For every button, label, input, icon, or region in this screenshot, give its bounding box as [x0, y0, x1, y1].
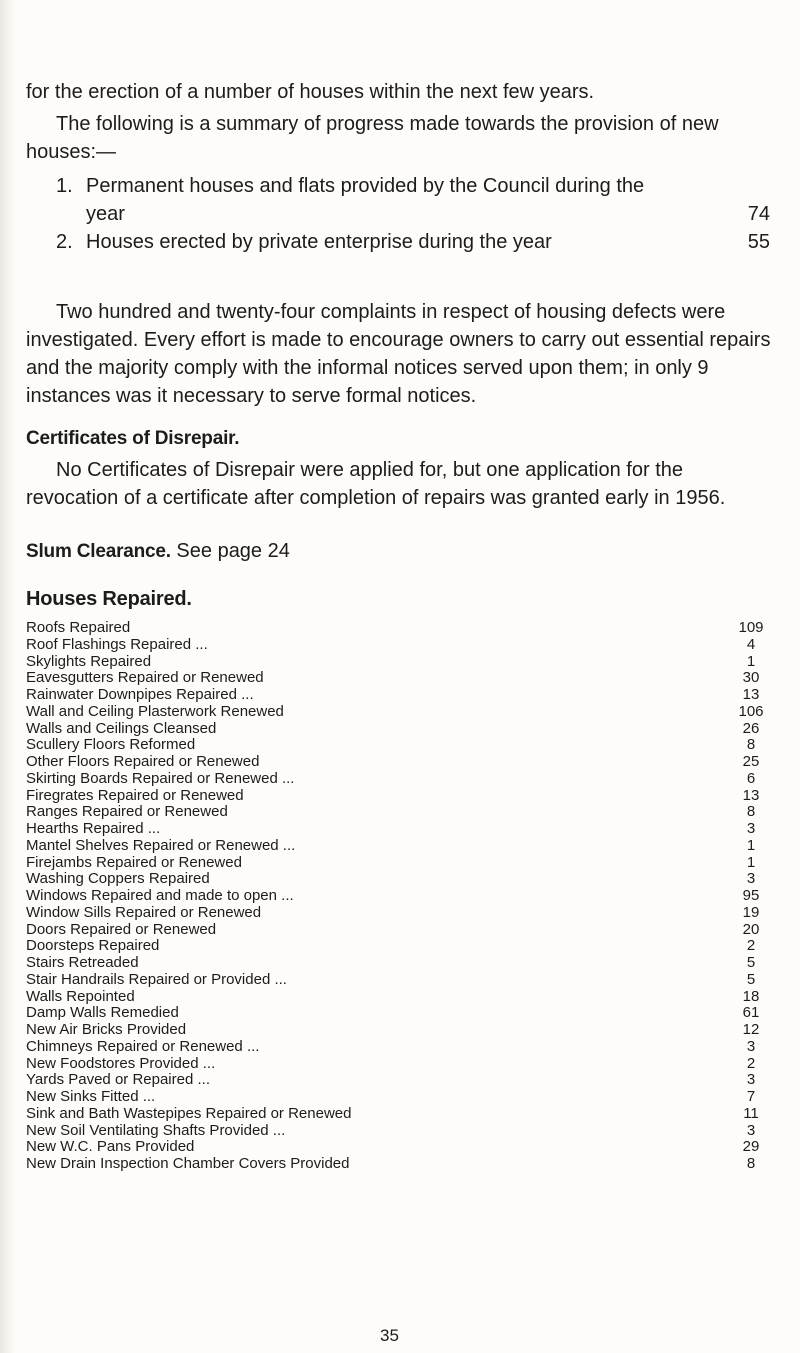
- repair-count: 11: [743, 1104, 759, 1122]
- repair-label: New Foodstores Provided ...: [26, 1054, 216, 1072]
- repair-count: 8: [746, 803, 756, 821]
- slum-clearance-reference: See page 24: [176, 540, 290, 562]
- table-row: [26, 888, 781, 905]
- repair-label: Scullery Floors Reformed: [26, 736, 196, 754]
- repair-label: Doorsteps Repaired: [26, 937, 160, 955]
- slum-clearance-line: [26, 540, 290, 563]
- repair-label: Yards Paved or Repaired ...: [26, 1071, 210, 1089]
- repair-label: Doors Repaired or Renewed: [26, 920, 217, 938]
- table-row: [26, 1106, 781, 1123]
- certificates-body: No Certificates of Disrepair were applied for, but one application for the revocation of a certificate after completion of repairs was granted early in 1956.: [26, 459, 726, 509]
- table-row: [26, 1072, 781, 1089]
- repair-label: Stairs Retreaded: [26, 954, 139, 971]
- table-row: [26, 737, 781, 754]
- repair-count: 1: [746, 836, 756, 854]
- repair-count: 6: [746, 769, 756, 787]
- page-edge-shadow: [0, 0, 14, 1353]
- repair-count: 61: [742, 1004, 760, 1022]
- table-row: [26, 1005, 781, 1022]
- repair-count: 25: [742, 753, 760, 770]
- table-row: [26, 771, 781, 788]
- summary-item: [26, 172, 774, 228]
- houses-repaired-table: [26, 620, 781, 1173]
- repair-label: Walls and Ceilings Cleansed: [26, 719, 217, 737]
- repair-label: Hearths Repaired ...: [26, 820, 161, 837]
- repair-label: Damp Walls Remedied: [26, 1004, 179, 1022]
- table-row: [26, 1123, 781, 1140]
- table-row: [26, 788, 781, 805]
- table-row: [26, 905, 781, 922]
- repair-label: Rainwater Downpipes Repaired ...: [26, 686, 254, 703]
- table-row: [26, 721, 781, 738]
- repair-count: 5: [746, 954, 756, 971]
- table-row: [26, 670, 781, 687]
- summary-item-text: Permanent houses and flats provided by the Council during the year: [86, 175, 645, 225]
- repair-label: Wall and Ceiling Plasterwork Renewed: [26, 702, 284, 720]
- repair-count: 3: [746, 1121, 756, 1139]
- repair-count: 3: [746, 1037, 756, 1055]
- repair-count: 20: [742, 920, 760, 938]
- table-row: [26, 1056, 781, 1073]
- table-row: [26, 938, 781, 955]
- table-row: [26, 687, 781, 704]
- table-row: [26, 1089, 781, 1106]
- repair-label: Walls Repointed: [26, 987, 135, 1005]
- repair-count: 12: [742, 1021, 760, 1038]
- repair-count: 5: [746, 970, 756, 988]
- summary-item: [26, 228, 774, 256]
- certificates-heading: Certificates of Disrepair.: [26, 428, 240, 449]
- repair-count: 8: [746, 736, 756, 754]
- repair-label: New W.C. Pans Provided: [26, 1138, 195, 1156]
- repair-count: 19: [742, 903, 760, 921]
- repair-label: Windows Repaired and made to open ...: [26, 887, 294, 904]
- repair-count: 30: [742, 669, 760, 687]
- repair-label: Sink and Bath Wastepipes Repaired or Renewed: [26, 1104, 352, 1122]
- repair-label: Skylights Repaired: [26, 652, 152, 670]
- repair-count: 13: [742, 686, 760, 703]
- table-row: [26, 838, 781, 855]
- intro-line: for the erection of a number of houses within the next few years.: [26, 81, 595, 103]
- repair-label: New Soil Ventilating Shafts Provided ...: [26, 1121, 286, 1139]
- repair-label: Mantel Shelves Repaired or Renewed ...: [26, 836, 296, 854]
- repair-label: Stair Handrails Repaired or Provided ...: [26, 970, 287, 988]
- table-row: [26, 855, 781, 872]
- repair-count: 26: [742, 719, 760, 737]
- table-row: [26, 871, 781, 888]
- table-row: [26, 620, 781, 637]
- summary-item-text: Houses erected by private enterprise during the year: [86, 231, 552, 253]
- repair-count: 106: [738, 702, 764, 720]
- repair-label: Firegrates Repaired or Renewed: [26, 786, 244, 804]
- table-row: [26, 922, 781, 939]
- complaints-paragraph: Two hundred and twenty-four complaints in respect of housing defects were investigated. Every effort is made to encourage owners to carry out essential repairs and the majority comply with the informal notices served upon them; in only 9 instances was it necessary to serve formal notices.: [26, 301, 771, 407]
- table-row: [26, 1156, 781, 1173]
- repair-label: Skirting Boards Repaired or Renewed ...: [26, 769, 295, 787]
- table-row: [26, 804, 781, 821]
- table-row: [26, 1039, 781, 1056]
- page-number: 35: [380, 1326, 399, 1345]
- slum-clearance-heading: Slum Clearance.: [26, 541, 171, 562]
- repair-label: Firejambs Repaired or Renewed: [26, 853, 242, 871]
- table-row: [26, 972, 781, 989]
- summary-intro-paragraph: The following is a summary of progress made towards the provision of new houses:—: [26, 113, 719, 163]
- summary-item-number: 1.: [56, 175, 73, 197]
- repair-count: 109: [738, 619, 764, 636]
- repair-count: 8: [746, 1155, 756, 1172]
- table-row: [26, 637, 781, 654]
- summary-item-value: 74: [747, 203, 770, 225]
- summary-item-value: 55: [747, 231, 770, 253]
- repair-count: 7: [746, 1088, 756, 1105]
- summary-item-number: 2.: [56, 231, 73, 253]
- repair-count: 2: [746, 1054, 756, 1072]
- repair-label: Window Sills Repaired or Renewed: [26, 903, 262, 921]
- repair-count: 4: [746, 635, 756, 653]
- repair-count: 3: [746, 820, 756, 837]
- repair-label: Other Floors Repaired or Renewed: [26, 753, 260, 770]
- table-row: [26, 754, 781, 771]
- table-row: [26, 704, 781, 721]
- houses-repaired-heading: Houses Repaired.: [26, 588, 192, 610]
- repair-count: 13: [742, 786, 760, 804]
- repair-label: Eavesgutters Repaired or Renewed: [26, 669, 264, 687]
- repair-label: Ranges Repaired or Renewed: [26, 803, 228, 821]
- table-row: [26, 955, 781, 972]
- repair-count: 1: [746, 853, 756, 871]
- repair-label: Washing Coppers Repaired: [26, 870, 210, 888]
- summary-list: [26, 172, 774, 256]
- table-row: [26, 821, 781, 838]
- repair-count: 3: [746, 870, 756, 888]
- repair-label: New Air Bricks Provided: [26, 1021, 187, 1038]
- repair-label: Roofs Repaired: [26, 619, 131, 636]
- repair-label: Roof Flashings Repaired ...: [26, 635, 208, 653]
- repair-label: New Drain Inspection Chamber Covers Provided: [26, 1155, 350, 1172]
- repair-count: 95: [742, 887, 760, 904]
- table-row: [26, 1139, 781, 1156]
- repair-count: 29: [742, 1138, 760, 1156]
- repair-count: 18: [742, 987, 760, 1005]
- repair-label: Chimneys Repaired or Renewed ...: [26, 1037, 260, 1055]
- table-row: [26, 654, 781, 671]
- table-row: [26, 1022, 781, 1039]
- table-row: [26, 989, 781, 1006]
- repair-count: 2: [746, 937, 756, 955]
- repair-count: 3: [746, 1071, 756, 1089]
- repair-count: 1: [746, 652, 756, 670]
- repair-label: New Sinks Fitted ...: [26, 1088, 156, 1105]
